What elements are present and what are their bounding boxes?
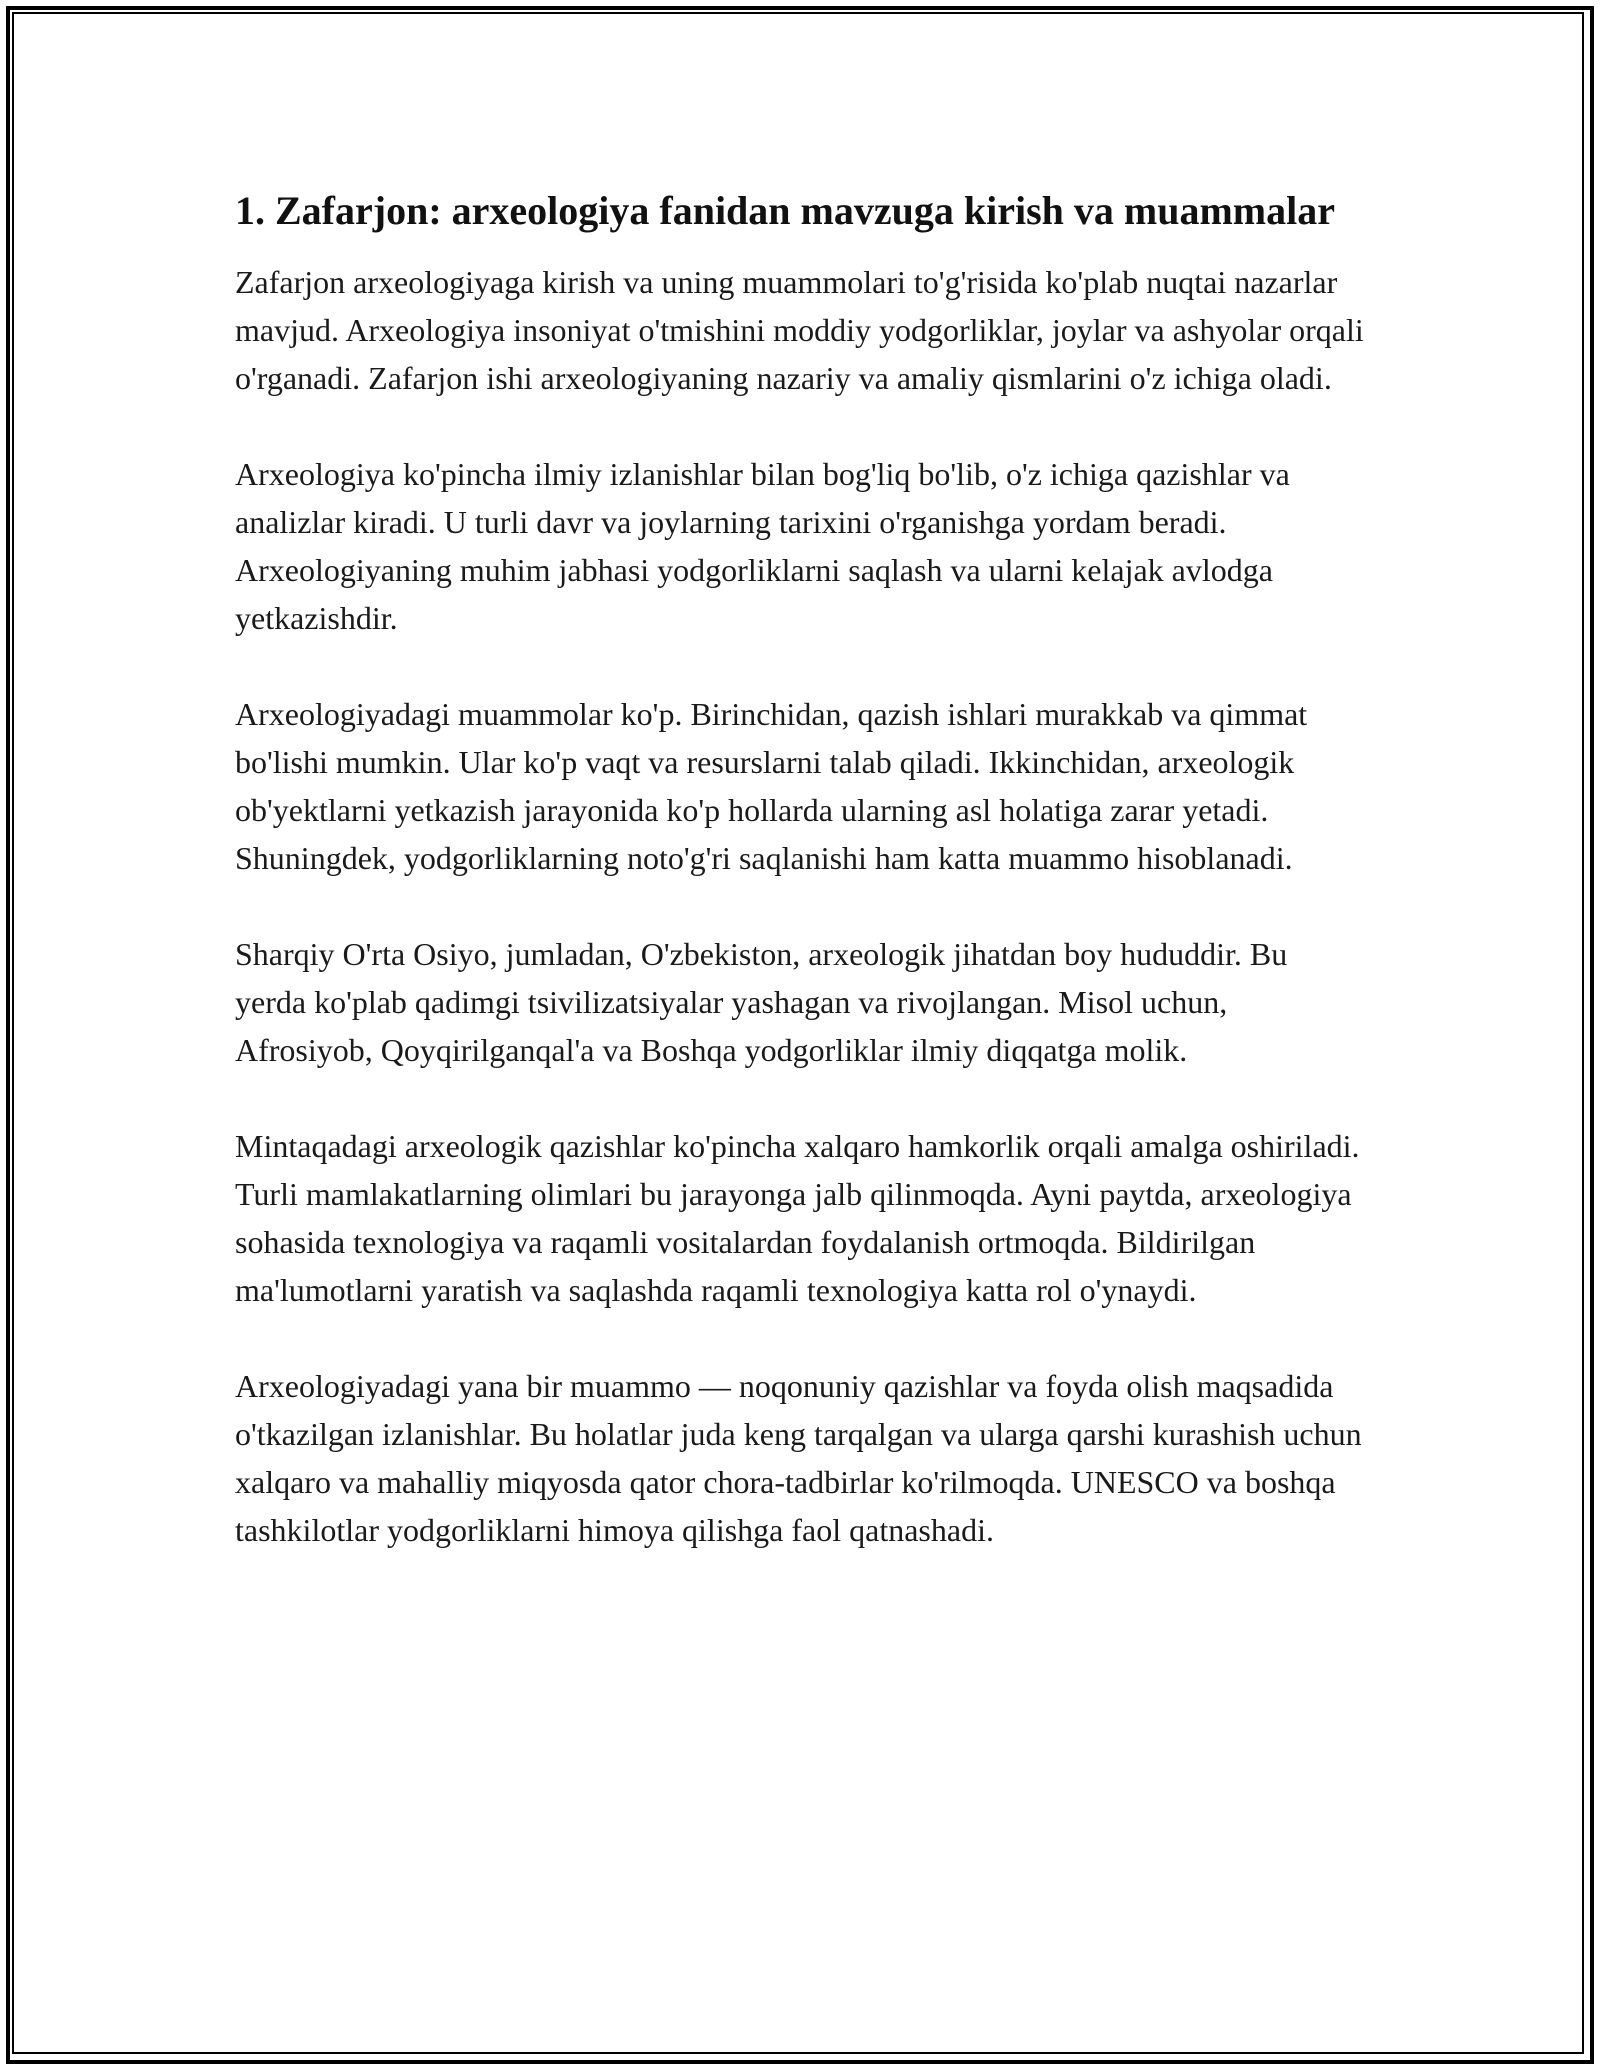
paragraph-cooperation: Mintaqadagi arxeologik qazishlar ko'pincha xalqaro hamkorlik orqali amalga oshiriladi. Turli mamlakatlarning olimlari bu jarayonga jalb qilinmoqda. Ayni paytda, arxeologiya sohasida texnologiya va raqamli vositalardan foydalanish ortmoqda. Bildirilgan ma'lumotlarni yaratish va saqlashda raqamli texnologiya katta rol o'ynaydi.: [235, 1128, 1360, 1308]
document-body: [235, 183, 1365, 1554]
paragraph-illegal-excavations: Arxeologiyadagi yana bir muammo — noqonuniy qazishlar va foyda olish maqsadida o'tkazilgan izlanishlar. Bu holatlar juda keng tarqalgan va ularga qarshi kurashish uchun xalqaro va mahalliy miqyosda qator chora-tadbirlar ko'rilmoqda. UNESCO va boshqa tashkilotlar yodgorliklarni himoya qilishga faol qatnashadi.: [235, 1368, 1362, 1548]
paragraph-central-asia: Sharqiy O'rta Osiyo, jumladan, O'zbekiston, arxeologik jihatdan boy hududdir. Bu yerda ko'plab qadimgi tsivilizatsiyalar yashagan va rivojlangan. Misol uchun, Afrosiyob, Qoyqirilganqal'a va Boshqa yodgorliklar ilmiy diqqatga molik.: [235, 936, 1288, 1068]
document-heading: 1. Zafarjon: arxeologiya fanidan mavzuga kirish va muammalar: [235, 188, 1335, 233]
paragraph-problems: Arxeologiyadagi muammolar ko'p. Birinchidan, qazish ishlari murakkab va qimmat bo'lishi mumkin. Ular ko'p vaqt va resurslarni talab qiladi. Ikkinchidan, arxeologik ob'yektlarni yetkazish jarayonida ko'p hollarda ularning asl holatiga zarar yetadi. Shuningdek, yodgorliklarning noto'g'ri saqlanishi ham katta muammo hisoblanadi.: [235, 696, 1308, 876]
paragraph-research: Arxeologiya ko'pincha ilmiy izlanishlar bilan bog'liq bo'lib, o'z ichiga qazishlar va analizlar kiradi. U turli davr va joylarning tarixini o'rganishga yordam beradi. Arxeologiyaning muhim jabhasi yodgorliklarni saqlash va ularni kelajak avlodga yetkazishdir.: [235, 456, 1290, 636]
paragraph-introduction: Zafarjon arxeologiyaga kirish va uning muammolari to'g'risida ko'plab nuqtai nazarlar mavjud. Arxeologiya insoniyat o'tmishini moddiy yodgorliklar, joylar va ashyolar orqali o'rganadi. Zafarjon ishi arxeologiyaning nazariy va amaliy qismlarini o'z ichiga oladi.: [235, 264, 1364, 396]
